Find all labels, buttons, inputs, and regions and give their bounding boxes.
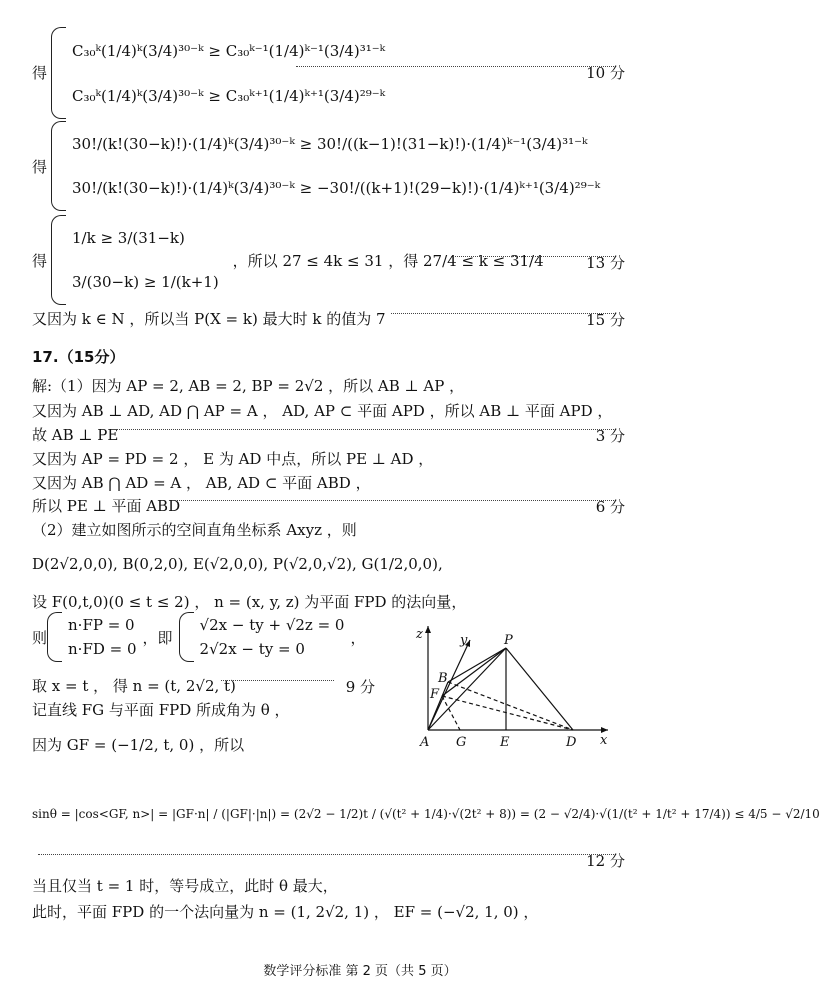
- eq-n-fd: n·FD = 0: [68, 640, 137, 658]
- left-brace: [51, 215, 66, 305]
- solution-line-9: 设 F(0,t,0)(0 ≤ t ≤ 2) ， n = (x, y, z) 为平面 FPD 的法向量，: [32, 593, 467, 611]
- label-F: F: [430, 687, 440, 702]
- eq-3: √2x − ty + √2z = 0: [199, 616, 345, 634]
- solution-line-7: （2）建立如图所示的空间直角坐标系 Axyz ，则: [32, 521, 357, 539]
- label-P: P: [504, 633, 513, 648]
- solution-line-2: 又因为 AB ⊥ AD, AD ⋂ AP = A ， AD, AP ⊂ 平面 APD ，所以 AB ⊥ 平面 APD ，: [32, 402, 613, 420]
- score-12: 12 分: [586, 852, 625, 870]
- score-row-10: [290, 62, 620, 63]
- ineq-1: 30!/(k!(30−k)!)·(1/4)ᵏ(3/4)³⁰⁻ᵏ ≥ 30!/((k−1)!(31−k)!)·(1/4)ᵏ⁻¹(3/4)³¹⁻ᵏ: [72, 135, 588, 153]
- label-A: A: [420, 735, 430, 750]
- conclusion: ，所以 27 ≤ 4k ≤ 31 ，得 27/4 ≤ k ≤ 31/4: [232, 251, 544, 270]
- label-B: B: [438, 671, 448, 686]
- solution-line-4: 又因为 AP = PD = 2 ， E 为 AD 中点，所以 PE ⊥ AD ，: [32, 450, 434, 468]
- system-block-1: [32, 28, 385, 118]
- score-row-3: [110, 425, 620, 426]
- ineq-1: C₃₀ᵏ(1/4)ᵏ(3/4)³⁰⁻ᵏ ≥ C₃₀ᵏ⁻¹(1/4)ᵏ⁻¹(3/4)³¹⁻ᵏ: [72, 41, 386, 60]
- solution-line-11: 取 x = t ， 得 n = (t, 2√2, t): [32, 677, 236, 695]
- solution-line-12: 记直线 FG 与平面 FPD 所成角为 θ ，: [32, 701, 290, 719]
- eq-n-fp: n·FP = 0: [68, 616, 135, 634]
- de-label: 得: [32, 251, 48, 270]
- system-block-3: [32, 216, 544, 304]
- label-y: y: [460, 633, 468, 648]
- page-footer: 数学评分标准 第 2 页（共 5 页）: [263, 964, 457, 979]
- normal-vector-system: 则 n·FP = 0 n·FD = 0 ，即 √2x − ty + √2z = 0 2√2x − ty = 0 ，: [32, 612, 366, 662]
- question-17-heading: 17.（15分）: [32, 348, 125, 366]
- score-13: 13 分: [586, 254, 625, 272]
- score-row-12: [32, 850, 620, 851]
- de-label: 得: [32, 157, 48, 176]
- left-brace: [51, 121, 66, 211]
- solution-line-16: 当且仅当 t = 1 时，等号成立，此时 θ 最大，: [32, 877, 338, 895]
- ineq-2: C₃₀ᵏ(1/4)ᵏ(3/4)³⁰⁻ᵏ ≥ C₃₀ᵏ⁺¹(1/4)ᵏ⁺¹(3/4)²⁹⁻ᵏ: [72, 86, 386, 105]
- ineq-1: 1/k ≥ 3/(31−k): [72, 229, 185, 247]
- label-E: E: [500, 735, 510, 750]
- system-block-2: [32, 122, 600, 210]
- coordinates-line: D(2√2,0,0), B(0,2,0), E(√2,0,0), P(√2,0,√2), G(1/2,0,0),: [32, 555, 443, 573]
- ineq-2: 3/(30−k) ≥ 1/(k+1): [72, 273, 219, 291]
- score-row-9: [215, 676, 340, 677]
- solution-line-5: 又因为 AB ⋂ AD = A ， AB, AD ⊂ 平面 ABD ，: [32, 474, 371, 492]
- score-15: 15 分: [586, 311, 625, 329]
- score-3: 3 分: [595, 427, 625, 445]
- ineq-2: 30!/(k!(30−k)!)·(1/4)ᵏ(3/4)³⁰⁻ᵏ ≥ −30!/((k+1)!(29−k)!)·(1/4)ᵏ⁺¹(3/4)²⁹⁻ᵏ: [72, 179, 601, 197]
- coordinate-figure: [408, 618, 618, 753]
- score-10: 10 分: [586, 64, 625, 82]
- k-line: 又因为 k ∈ N ，所以当 P(X = k) 最大时 k 的值为 7: [32, 310, 386, 328]
- solution-line-3: 故 AB ⊥ PE: [32, 426, 119, 444]
- solution-line-6: 所以 PE ⊥ 平面 ABD: [32, 497, 181, 515]
- sin-theta-formula: sinθ = |cos<GF, n>| = |GF·n| / (|GF|·|n|) = (2√2 − 1/2)t / (√(t² + 1/4)·√(2t² + 8)) = (2 − √2/4)·√(1/(t² + 1/t² + 17/4)) ≤ 4/5 − √2/10: [32, 807, 820, 821]
- de-label: 得: [32, 64, 48, 82]
- score-9: 9 分: [345, 678, 375, 696]
- solution-line-1: 解:（1）因为 AP = 2, AB = 2, BP = 2√2 ，所以 AB ⊥ AP ，: [32, 377, 465, 395]
- score-6: 6 分: [595, 498, 625, 516]
- score-row-15: [385, 309, 620, 310]
- label-z: z: [416, 627, 423, 642]
- solution-line-13: 因为 GF = (−1/2, t, 0) ，所以: [32, 736, 245, 754]
- solution-line-17: 此时，平面 FPD 的一个法向量为 n = (1, 2√2, 1) ， EF = (−√2, 1, 0) ，: [32, 903, 539, 921]
- label-G: G: [456, 735, 467, 750]
- score-row-6: [168, 496, 620, 497]
- label-x: x: [600, 733, 608, 748]
- label-D: D: [566, 735, 577, 750]
- eq-4: 2√2x − ty = 0: [199, 640, 305, 658]
- left-brace: [51, 27, 66, 119]
